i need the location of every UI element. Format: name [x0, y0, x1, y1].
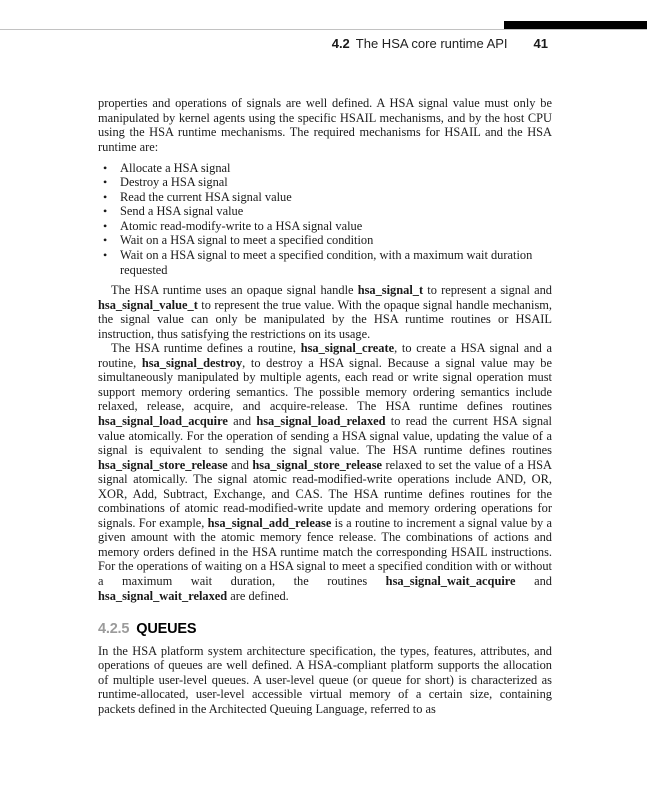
bullet-item	[103, 160, 552, 176]
header-black-bar	[504, 21, 647, 29]
section-heading-title: QUEUES	[136, 621, 197, 638]
bullet-marker-icon: •	[103, 204, 108, 219]
text-run: to read the current HSA signal value atomically. For the operation of sending a HSA signal value, updating the value of a signal is equivalent to sending the signal value. The HSA runtime defines routines	[98, 413, 552, 458]
text-run: are defined.	[227, 588, 289, 603]
text-run: relaxed to set the value of a HSA signal atomically. The signal atomic read-modified-write operations include AND, OR, XOR, Add, Subtract, Exchange, and CAS. The HSA runtime defines routines for the combinations of atomic read-modified-write update and memory ordering operations for signals. For example,	[98, 457, 552, 530]
bullet-item	[103, 247, 552, 277]
bullet-text: Atomic read-modify-write to a HSA signal value	[120, 218, 363, 233]
paragraph-signal-routines	[98, 341, 552, 603]
text-run: and	[227, 413, 257, 428]
text-run: The HSA runtime defines a routine,	[111, 341, 301, 356]
paragraph-signal-handle	[98, 283, 552, 341]
page-number: 41	[533, 36, 548, 51]
bullet-text: Wait on a HSA signal to meet a specified condition, with a maximum wait duration requested	[120, 247, 533, 277]
bullet-list-signal-mechanisms	[98, 161, 552, 277]
text-run: The HSA runtime uses an opaque signal handle	[111, 283, 358, 298]
bullet-text: Send a HSA signal value	[120, 204, 244, 219]
api-term: hsa_signal_wait_relaxed	[98, 588, 228, 603]
bullet-item	[103, 189, 552, 205]
bullet-item	[103, 175, 552, 190]
bullet-marker-icon: •	[103, 160, 108, 175]
bullet-marker-icon: •	[103, 247, 108, 262]
section-heading	[98, 622, 552, 637]
bullet-marker-icon: •	[103, 175, 108, 190]
text-run: and	[227, 457, 253, 472]
api-term: hsa_signal_wait_acquire	[385, 574, 516, 588]
bullet-text: Read the current HSA signal value	[120, 189, 292, 204]
api-term: hsa_signal_store_release	[252, 457, 383, 472]
bullet-text: Wait on a HSA signal to meet a specified condition	[120, 233, 374, 248]
text-run: and	[515, 574, 552, 588]
text-run: In the HSA platform system architecture specification, the types, features, attributes, and operations of queues are well defined. A HSA-compliant platform supports the allocation of multiple user-level queues. A user-level queue (or queue for short) is characterized as runtime-allocated, user-level accessible virtual memory of a certain size, containing packets defined in the Architected Queuing Language, referred to as	[98, 643, 552, 716]
api-term: hsa_signal_load_relaxed	[256, 413, 386, 428]
bullet-marker-icon: •	[103, 189, 108, 204]
api-term: hsa_signal_add_release	[207, 515, 332, 530]
text-run: to represent the true value. With the opaque signal handle mechanism, the signal value can only be manipulated by the HSA runtime routines or HSAIL instruction, thus satisfying the restrictions on its usage.	[98, 297, 552, 341]
api-term: hsa_signal_create	[300, 341, 395, 356]
section-heading-number: 4.2.5	[98, 621, 130, 638]
bullet-item	[103, 204, 552, 219]
bullet-marker-icon: •	[103, 218, 108, 233]
header-section-title: The HSA core runtime API	[355, 36, 508, 51]
text-run: properties and operations of signals are well defined. A HSA signal value must only be manipulated by kernel agents using the specific HSAIL mechanisms, and by the host CPU using the HSA runtime mechanisms. The required mechanisms for HSAIL and the HSA runtime are:	[98, 96, 552, 154]
bullet-marker-icon: •	[103, 233, 108, 248]
text-run: is a routine to increment a signal value by a given amount with the atomic memory fence release. The combinations of actions and memory orders defined in the HSA runtime match the corresponding HSAIL instructions. For the operations of waiting on a HSA signal to meet a specified condition with or without a maximum wait duration, the routines	[98, 515, 552, 588]
paragraph-signals-intro	[98, 96, 552, 154]
text-run: , to destroy a HSA signal. Because a signal value may be simultaneously manipulated by multiple agents, each read or write signal operation must support memory ordering semantics. The possible memory ordering semantics include relaxed, release, acquire, and acquire-release. The HSA runtime defines routines	[98, 355, 552, 414]
api-term: hsa_signal_destroy	[141, 355, 243, 370]
running-head	[0, 37, 548, 51]
bullet-text: Destroy a HSA signal	[120, 175, 228, 190]
bullet-item	[103, 218, 552, 234]
page-content	[98, 96, 552, 716]
api-term: hsa_signal_store_release	[98, 457, 228, 472]
api-term: hsa_signal_load_acquire	[98, 413, 228, 428]
text-run: , to create a HSA signal and a routine,	[98, 341, 552, 370]
api-term: hsa_signal_t	[357, 283, 424, 298]
bullet-item	[103, 233, 552, 248]
header-rule	[0, 29, 647, 30]
api-term: hsa_signal_value_t	[98, 297, 198, 312]
bullet-text: Allocate a HSA signal	[120, 160, 231, 175]
text-run: to represent a signal and	[423, 283, 552, 298]
header-section-number: 4.2	[331, 36, 350, 51]
paragraph-queues-intro	[98, 644, 552, 717]
